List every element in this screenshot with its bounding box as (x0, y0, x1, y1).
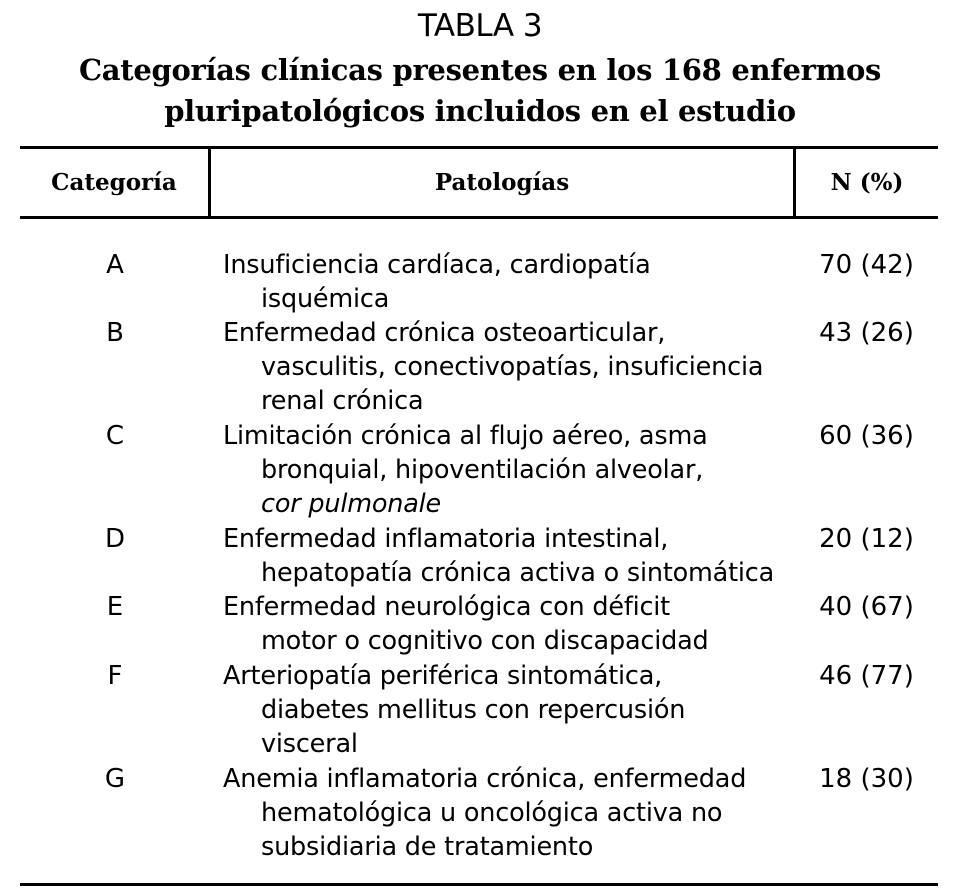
row-n-percent: 70 (42) (819, 250, 914, 280)
row-pathologies (223, 659, 798, 761)
pathology-line: cor pulmonale (261, 489, 442, 519)
row-category: B (106, 318, 124, 348)
row-n-percent: 40 (67) (819, 592, 914, 622)
row-category: C (105, 421, 125, 451)
pathology-line: hepatopatía crónica activa o sintomática (261, 558, 775, 588)
pathology-line: renal crónica (261, 386, 424, 416)
table-title (0, 50, 953, 132)
pathology-line: Anemia inflamatoria crónica, enfermedad (223, 764, 747, 794)
pathology-line: Enfermedad inflamatoria intestinal, (223, 524, 669, 554)
header-category: Categoría (51, 169, 177, 196)
row-n-percent: 18 (30) (819, 764, 914, 794)
pathology-line: Insuficiencia cardíaca, cardiopatía (223, 250, 651, 280)
pathology-line: motor o cognitivo con discapacidad (261, 626, 709, 656)
pathology-line: bronquial, hipoventilación alveolar, (261, 455, 704, 485)
row-category: E (106, 592, 124, 622)
row-pathologies (223, 316, 798, 418)
row-pathologies (223, 419, 798, 521)
row-pathologies (223, 248, 798, 316)
row-category: F (107, 661, 123, 691)
row-category: A (106, 250, 124, 280)
table-title-line-2: pluripatológicos incluidos en el estudio (164, 94, 796, 128)
table-bottom-rule (20, 883, 938, 886)
row-n-percent: 20 (12) (819, 524, 914, 554)
pathology-line: Enfermedad crónica osteoarticular, (223, 318, 666, 348)
pathology-line: Enfermedad neurológica con déficit (223, 592, 670, 622)
table-header-rule (20, 216, 938, 219)
row-pathologies (223, 522, 798, 590)
pathology-line: diabetes mellitus con repercusión (261, 695, 686, 725)
table-title-line-1: Categorías clínicas presentes en los 168 enfermos (78, 53, 882, 87)
pathology-line: visceral (261, 729, 358, 759)
row-n-percent: 60 (36) (819, 421, 914, 451)
pathology-line: isquémica (261, 284, 390, 314)
row-category: G (104, 764, 126, 794)
row-pathologies (223, 590, 798, 658)
pathology-line: subsidiaria de tratamiento (261, 832, 594, 862)
row-n-percent: 46 (77) (819, 661, 914, 691)
row-category: D (104, 524, 126, 554)
header-n-percent: N (%) (830, 169, 904, 196)
pathology-line: vasculitis, conectivopatías, insuficiencia (261, 352, 764, 382)
row-n-percent: 43 (26) (819, 318, 914, 348)
table-number: TABLA 3 (417, 8, 543, 44)
table-top-rule (20, 146, 938, 149)
pathology-line: Limitación crónica al flujo aéreo, asma (223, 421, 708, 451)
pathology-line: Arteriopatía periférica sintomática, (223, 661, 663, 691)
pathology-line: hematológica u oncológica activa no (261, 798, 723, 828)
header-pathologies: Patologías (434, 169, 570, 196)
row-pathologies (223, 762, 798, 864)
